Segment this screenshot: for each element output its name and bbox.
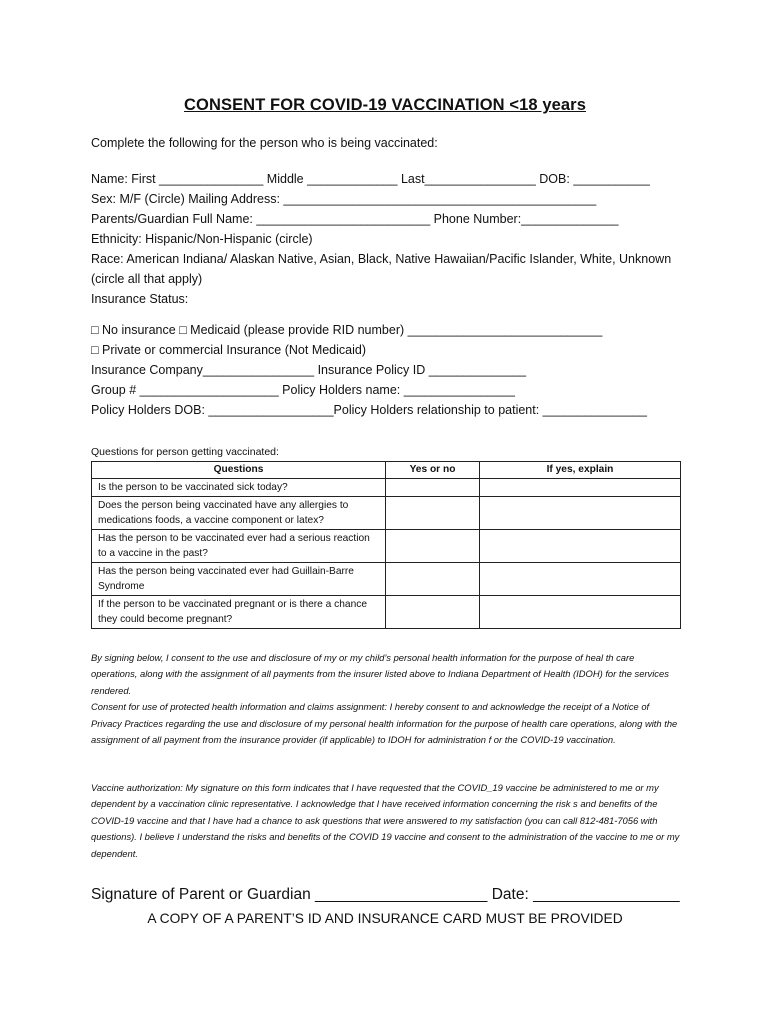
insurance-status-label: Insurance Status:	[91, 292, 189, 306]
yes-no-cell[interactable]	[386, 563, 480, 596]
explain-cell[interactable]	[480, 497, 681, 530]
questions-table	[91, 461, 681, 629]
table-row	[92, 530, 681, 563]
policy-holder-dob-line[interactable]: Policy Holders DOB: __________________Policy Holders relationship to patient: _______________	[91, 403, 647, 417]
consent-paragraph: By signing below, I consent to the use and disclosure of my or my child’s personal health information for the purpose of heal th care operations, along with the assignment of all payments from the insurer listed above to Indiana Department of Health (IDOH) for the services rendered.	[91, 652, 669, 696]
insurance-company-line[interactable]: Insurance Company________________ Insurance Policy ID ______________	[91, 363, 527, 377]
header-yes-or-no: Yes or no	[386, 462, 480, 479]
explain-cell[interactable]	[480, 596, 681, 629]
question-cell: Is the person to be vaccinated sick today?	[92, 479, 386, 497]
explain-cell[interactable]	[480, 563, 681, 596]
insurance-section	[91, 320, 691, 420]
signature-line[interactable]: Signature of Parent or Guardian ____________________ Date: _________________	[91, 886, 680, 903]
question-cell: Does the person being vaccinated have any allergies to medications foods, a vaccine component or latex?	[92, 497, 386, 530]
header-if-yes-explain: If yes, explain	[480, 462, 681, 479]
consent-section	[91, 650, 681, 748]
race-line[interactable]: Race: American Indiana/ Alaskan Native, Asian, Black, Native Hawaiian/Pacific Islander, White, Unknown (circle all that apply)	[91, 252, 672, 286]
explain-cell[interactable]	[480, 479, 681, 497]
explain-cell[interactable]	[480, 530, 681, 563]
ethnicity-line[interactable]: Ethnicity: Hispanic/Non-Hispanic (circle)	[91, 232, 313, 246]
page-title: CONSENT FOR COVID-19 VACCINATION <18 years	[184, 96, 586, 114]
yes-no-cell[interactable]	[386, 596, 480, 629]
private-insurance-line[interactable]: □ Private or commercial Insurance (Not Medicaid)	[91, 343, 366, 357]
question-cell: If the person to be vaccinated pregnant or is there a chance they could become pregnant?	[92, 596, 386, 629]
yes-no-cell[interactable]	[386, 497, 480, 530]
vaccine-authorization-paragraph: Vaccine authorization: My signature on this form indicates that I have requested that the COVID_19 vaccine be administered to me or my dependent by a vaccination clinic representative. I acknowledge that I have received information concerning the risk s and benefits of the COVID-19 vaccine and that I have had a chance to ask questions that were answered to my satisfaction (you can call 812-481-7056 with questions). I believe I understand the risks and benefits of the COVID 19 vaccine and consent to the administration of the vaccine to me or my dependent.	[91, 782, 680, 859]
name-dob-line[interactable]: Name: First _______________ Middle _____________ Last________________ DOB: ___________	[91, 172, 650, 186]
guardian-phone-line[interactable]: Parents/Guardian Full Name: _________________________ Phone Number:______________	[91, 212, 619, 226]
table-row	[92, 563, 681, 596]
questions-title: Questions for person getting vaccinated:	[91, 446, 279, 458]
question-cell: Has the person being vaccinated ever had Guillain-Barre Syndrome	[92, 563, 386, 596]
yes-no-cell[interactable]	[386, 479, 480, 497]
table-row	[92, 479, 681, 497]
table-row	[92, 497, 681, 530]
copy-notice: A COPY OF A PARENT’S ID AND INSURANCE CARD MUST BE PROVIDED	[147, 911, 623, 926]
table-row	[92, 596, 681, 629]
sex-address-line[interactable]: Sex: M/F (Circle) Mailing Address: _____________________________________________	[91, 192, 597, 206]
yes-no-cell[interactable]	[386, 530, 480, 563]
group-policy-holder-line[interactable]: Group # ____________________ Policy Holders name: ________________	[91, 383, 515, 397]
header-questions: Questions	[92, 462, 386, 479]
phi-consent-paragraph: Consent for use of protected health information and claims assignment: I hereby consent to and acknowledge the receipt of a Notice of Privacy Practices regarding the use and disclosure of my personal health information for the purpose of health care operations, along with the assignment of all payment from the insurance provider (if applicable) to IDOH for administration f or the COVID-19 vaccination.	[91, 701, 678, 746]
no-insurance-medicaid-line[interactable]: □ No insurance □ Medicaid (please provide RID number) ____________________________	[91, 323, 603, 337]
question-cell: Has the person to be vaccinated ever had a serious reaction to a vaccine in the past?	[92, 530, 386, 563]
table-header-row	[92, 462, 681, 479]
patient-fields	[91, 169, 691, 309]
intro-text: Complete the following for the person who is being vaccinated:	[91, 136, 438, 150]
